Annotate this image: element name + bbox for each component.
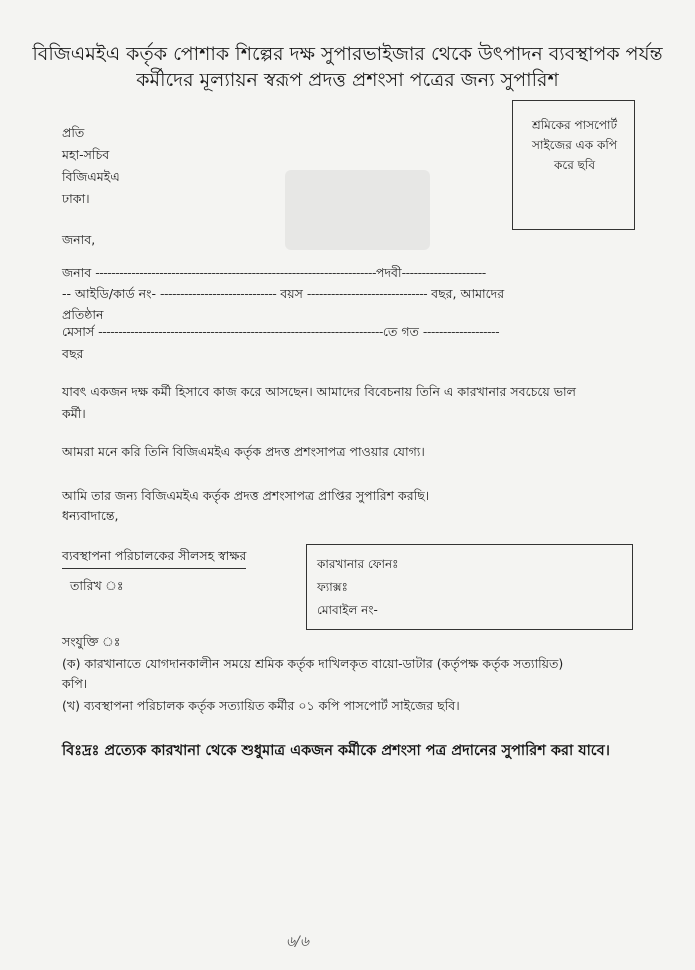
photo-box-line-1: শ্রমিকের পাসপোর্ট [532,118,617,132]
attachment-a-text: কারখানাতে যোগদানকালীন সময়ে শ্রমিক কর্তৃক দাখিলকৃত বায়ো-ডাটার (কর্তৃপক্ষ কর্তৃক সত্যায়িত) [84,656,564,671]
since-blank: ------------------- [422,324,500,339]
paragraph-1-line-2: কর্মী। [62,406,86,421]
paragraph-1-line-1: যাবৎ একজন দক্ষ কর্মী হিসাবে কাজ করে আসছেন। আমাদের বিবেচনায় তিনি এ কারখানার সবচেয়ে ভাল [62,384,576,399]
form-line-messrs [62,324,499,344]
attachment-a-marker: (ক) [62,656,81,671]
salutation: জনাব, [62,232,96,247]
id-blank: ----------------------------- [159,286,277,301]
title-line-2: কর্মীদের মূল্যায়ন স্বরূপ প্রদত্ত প্রশংসা পত্রের জন্য সুপারিশ [136,69,559,91]
recipient-to: প্রতি [62,125,85,140]
photo-box-line-3: করে ছবি [553,158,596,172]
factory-phone-label: কারখানার ফোনঃ [317,557,399,571]
attachment-b-text: ব্যবস্থাপনা পরিচালক কর্তৃক সত্যায়িত কর্মীর ০১ কপি পাসপোর্ট সাইজের ছবি। [83,698,460,713]
scan-smudge [285,170,430,250]
footer-handwritten-mark: ৬/৬ [286,934,309,950]
attachments-heading: সংযুক্তি ঃ [62,634,121,649]
mobile-label: মোবাইল নং- [317,603,378,617]
name-label: জনাব [62,265,92,280]
form-line-name [62,265,486,285]
institution-label: প্রতিষ্ঠান [62,307,104,322]
years-suffix: বছর, আমাদের [431,286,505,301]
recipient-designation: মহা-সচিব [62,147,110,162]
fax-label: ফ্যাক্সঃ [317,580,348,594]
recipient-city: ঢাকা। [62,191,90,206]
age-blank: ------------------------------ [306,286,428,301]
paragraph-2: আমরা মনে করি তিনি বিজিএমইএ কর্তৃক প্রদত্ত প্রশংসাপত্র পাওয়ার যোগ্য। [62,444,425,459]
id-prefix: -- [62,286,72,301]
id-label: আইডি/কার্ড নং- [75,286,156,301]
photo-box-line-2: সাইজের এক কপি [532,138,617,152]
name-blank: ---------------------------------------------------------------------- [95,265,376,280]
photo-box [512,100,635,230]
contact-box [306,544,633,630]
form-line-id [62,286,504,306]
signature-label: ব্যবস্থাপনা পরিচালকের সীলসহ স্বাক্ষর [62,548,246,569]
recipient-organization: বিজিএমইএ [62,169,120,184]
messrs-blank: ----------------------------------------------------------------------- [98,324,383,339]
note: বিঃদ্রঃ প্রত্যেক কারখানা থেকে শুধুমাত্র একজন কর্মীকে প্রশংসা পত্র প্রদানের সুপারিশ করা যাবে। [62,743,610,759]
since-label: তে গত [382,324,419,339]
designation-blank: --------------------- [401,265,486,280]
attachment-a-line-1 [62,656,563,676]
age-label: বয়স [280,286,303,301]
attachment-a-line-2: কপি। [62,676,88,691]
designation-label: পদবী [375,265,402,280]
closing: ধন্যবাদান্তে, [62,508,119,523]
title-line-1: বিজিএমইএ কর্তৃক পোশাক শিল্পের দক্ষ সুপারভাইজার থেকে উৎপাদন ব্যবস্থাপক পর্যন্ত [32,43,663,65]
paragraph-3: আমি তার জন্য বিজিএমইএ কর্তৃক প্রদত্ত প্রশংসাপত্র প্রাপ্তির সুপারিশ করছি। [62,488,430,503]
attachment-b-marker: (খ) [62,698,80,713]
date-label: তারিখ ঃ [70,578,124,593]
attachment-b [62,698,460,718]
messrs-label: মেসার্স [62,324,95,339]
year-word: বছর [62,346,84,361]
